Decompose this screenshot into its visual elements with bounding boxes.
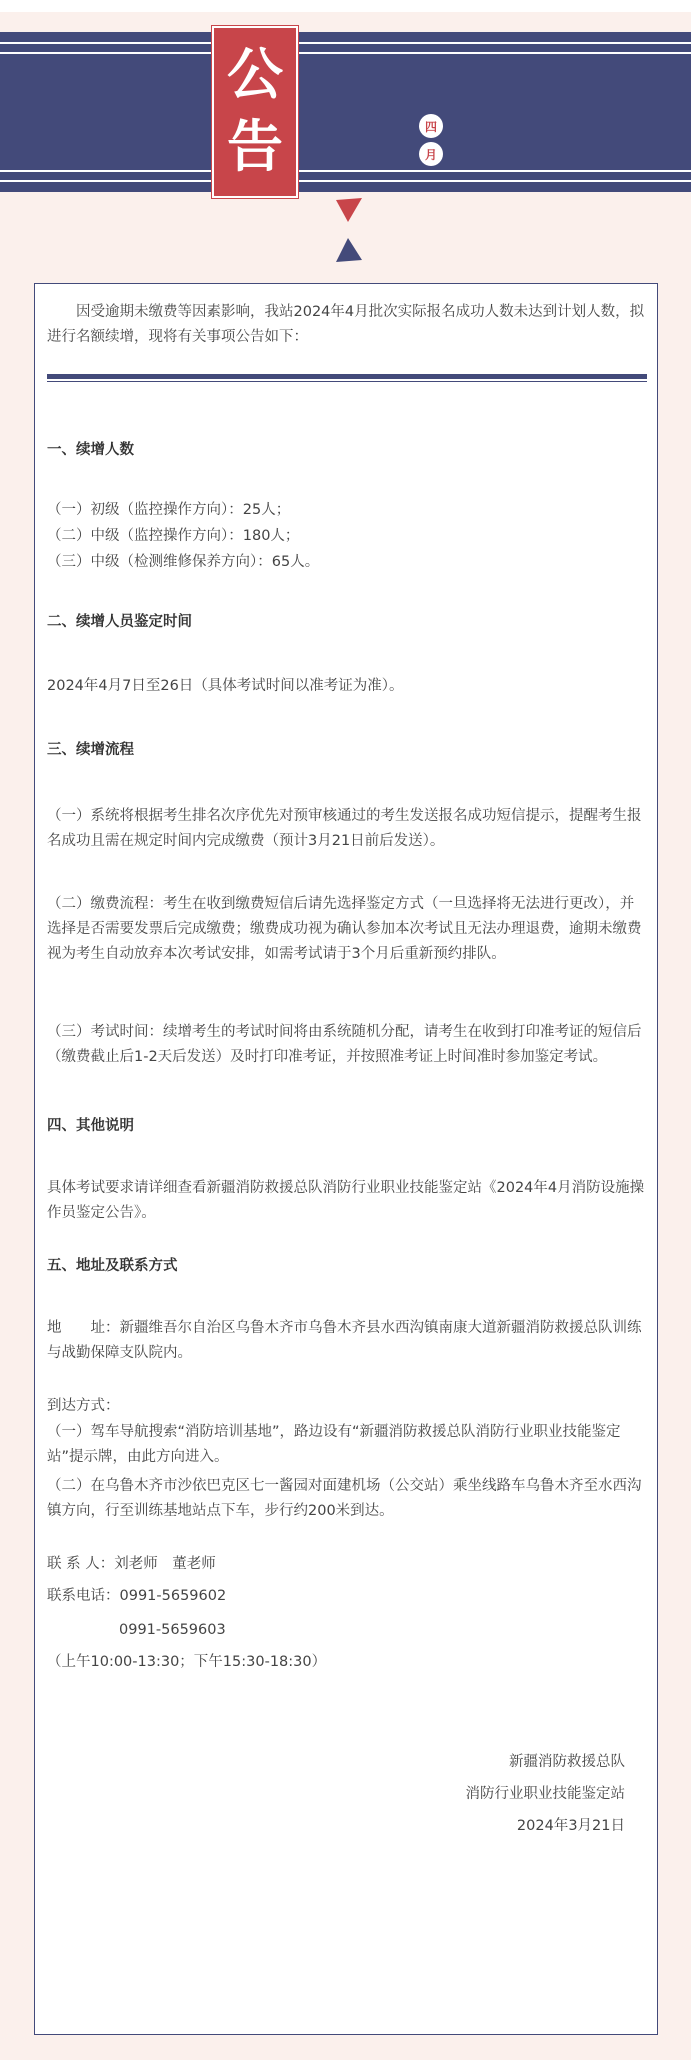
section-1-title: 一、续增人数: [47, 442, 134, 458]
route-label: 到达方式：: [47, 1398, 120, 1414]
top-strip: [0, 0, 691, 12]
header-banner: [0, 32, 691, 192]
office-hours: （上午10:00-13:30；下午15:30-18:30）: [47, 1654, 327, 1670]
section-3-paragraph-2: （二）缴费流程：考生在收到缴费短信后请先选择鉴定方式（一旦选择将无法进行更改），并选择是否需要发票后完成缴费；缴费成功视为确认参加本次考试且无法办理退费，逾期未缴费视为考生自动放弃本次考试安排，如需考试请于3个月后重新预约排队。: [47, 896, 642, 962]
section-4-title: 四、其他说明: [47, 1118, 134, 1134]
seal-char: 告: [227, 115, 283, 180]
banner-stripe: [0, 170, 691, 172]
signature-organization: 新疆消防救援总队: [509, 1754, 625, 1770]
section-1-item: （三）中级（检测维修保养方向）：65人。: [47, 554, 320, 570]
contact-phone-1: 联系电话：0991-5659602: [47, 1588, 227, 1604]
banner-stripe: [0, 180, 691, 182]
navy-chevron-icon: [334, 238, 364, 262]
announcement-seal: [212, 26, 298, 198]
address: 地 址：新疆维吾尔自治区乌鲁木齐市乌鲁木齐县水西沟镇南康大道新疆消防救援总队训练与战勤保障支队院内。: [47, 1320, 642, 1361]
section-3-title: 三、续增流程: [47, 742, 134, 758]
section-3-paragraph-1: （一）系统将根据考生排名次序优先对预审核通过的考生发送报名成功短信提示，提醒考生报名成功且需在规定时间内完成缴费（预计3月21日前后发送）。: [47, 808, 642, 849]
signature-date: 2024年3月21日: [516, 1818, 625, 1834]
banner-stripe: [0, 42, 691, 44]
section-3-paragraph-3: （三）考试时间：续增考生的考试时间将由系统随机分配，请考生在收到打印准考证的短信后（缴费截止后1-2天后发送）及时打印准考证，并按照准考证上时间准时参加鉴定考试。: [47, 1024, 642, 1065]
section-5-title: 五、地址及联系方式: [47, 1258, 178, 1274]
section-4-body: 具体考试要求请详细查看新疆消防救援总队消防行业职业技能鉴定站《2024年4月消防设施操作员鉴定公告》。: [47, 1180, 645, 1221]
section-2-title: 二、续增人员鉴定时间: [47, 614, 192, 630]
section-1-item: （一）初级（监控操作方向）：25人；: [47, 502, 291, 518]
red-chevron-icon: [334, 198, 364, 222]
intro-paragraph: 因受逾期未缴费等因素影响，我站2024年4月批次实际报名成功人数未达到计划人数，拟进行名额续增，现将有关事项公告如下：: [47, 304, 645, 345]
divider: [47, 381, 647, 382]
route-2: （二）在乌鲁木齐市沙依巴克区七一酱园对面建机场（公交站）乘坐线路车乌鲁木齐至水西沟镇方向，行至训练基地站点下车，步行约200米到达。: [47, 1478, 642, 1519]
route-1: （一）驾车导航搜索“消防培训基地”，路边设有“新疆消防救援总队消防行业职业技能鉴定站”提示牌，由此方向进入。: [47, 1424, 621, 1465]
banner-stripe: [0, 52, 691, 54]
contact-phone-2: 0991-5659603: [119, 1622, 226, 1638]
announcement-card: [34, 283, 658, 2035]
signature-department: 消防行业职业技能鉴定站: [465, 1786, 625, 1802]
month-badge-char: 月: [419, 142, 443, 166]
divider: [47, 374, 647, 379]
month-badge-char: 四: [419, 114, 443, 138]
section-2-body: 2024年4月7日至26日（具体考试时间以准考证为准）。: [47, 678, 404, 694]
section-1-item: （二）中级（监控操作方向）：180人；: [47, 528, 300, 544]
seal-char: 公: [227, 43, 283, 108]
contact-person: 联 系 人：刘老师 董老师: [47, 1556, 216, 1572]
